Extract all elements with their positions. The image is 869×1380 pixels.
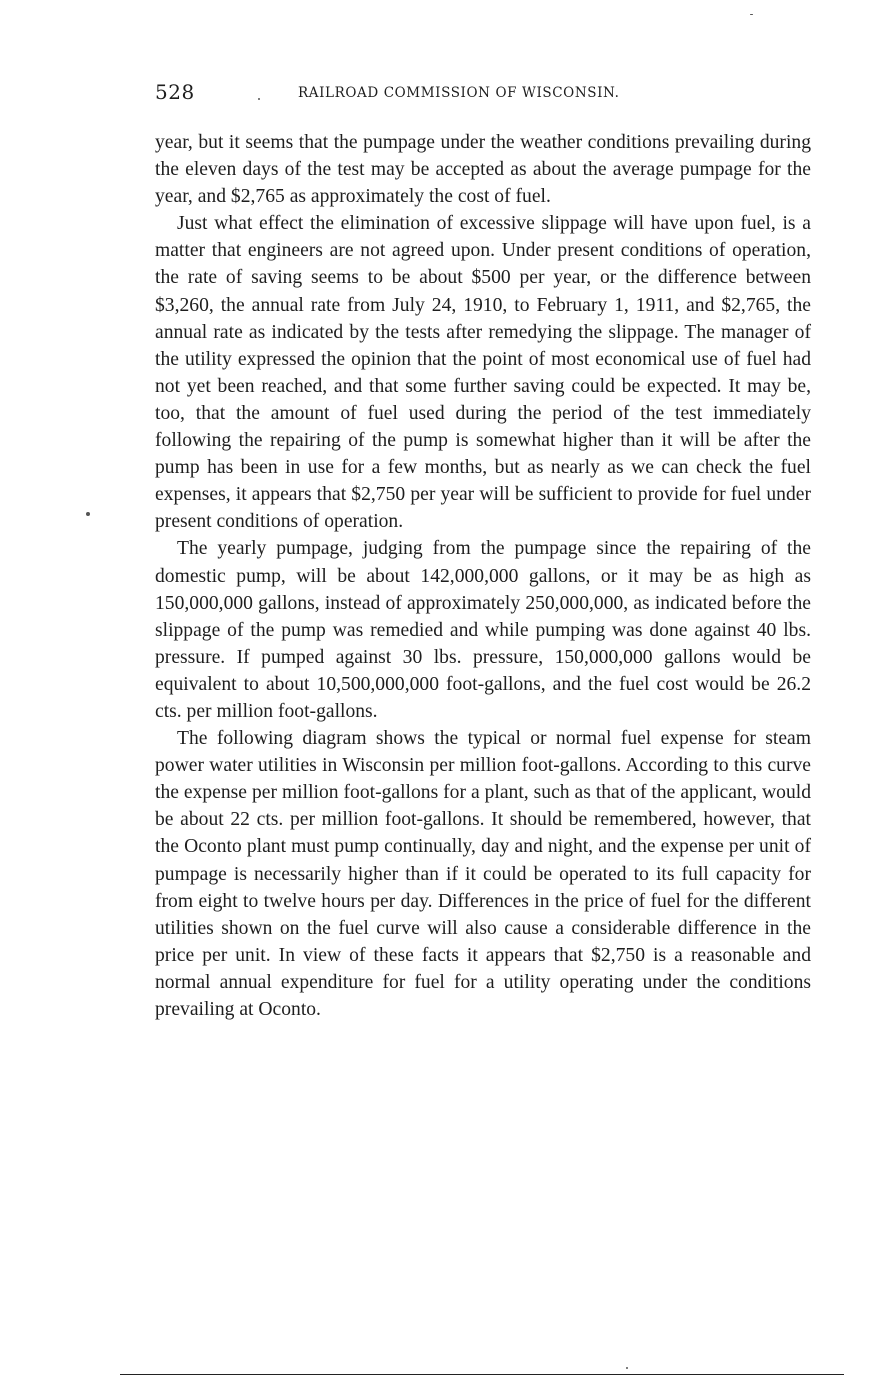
running-head: RAILROAD COMMISSION OF WISCONSIN. — [298, 85, 620, 101]
footer-rule — [120, 1374, 844, 1375]
margin-speck — [86, 512, 90, 516]
page-header — [155, 80, 665, 106]
body-text — [155, 129, 811, 1023]
paragraph-continued: year, but it seems that the pumpage under the weather conditions prevailing during the eleven days of the test may be accepted as about the average pumpage for the year, and $2,765 as approximately the cost of fuel. — [155, 132, 811, 208]
page-number: 528 — [155, 80, 195, 104]
print-speck — [750, 14, 753, 15]
print-speck — [626, 1367, 628, 1369]
paragraph-yearly-pumpage: The yearly pumpage, judging from the pumpage since the repairing of the domestic pump, will be about 142,000,000 gallons, or it may be as high as 150,000,000 gallons, instead of approximately 250,000,000, as indicated before the slippage of the pump was remedied and while pumping was done against 40 lbs. pressure. If pumped against 30 lbs. pressure, 150,000,000 gallons would be equivalent to about 10,500,000,000 foot-gallons, and the fuel cost would be 26.2 cts. per million foot-gallons. — [155, 538, 811, 722]
paragraph-fuel-curve: The following diagram shows the typical or normal fuel expense for steam power water utilities in Wisconsin per million foot-gallons. According to this curve the expense per million foot-gallons for a plant, such as that of the applicant, would be about 22 cts. per million foot-gallons. It should be remembered, however, that the Oconto plant must pump continually, day and night, and the expense per unit of pumpage is necessarily higher than if it could be operated to its full capacity for from eight to twelve hours per day. Differences in the price of fuel for the different utilities shown on the fuel curve will also cause a considerable difference in the price per unit. In view of these facts it appears that $2,750 is a reasonable and normal annual expenditure for fuel for a utility operating under the conditions prevailing at Oconto. — [155, 728, 811, 1020]
print-speck — [258, 98, 260, 100]
paragraph-fuel-savings: Just what effect the elimination of excessive slippage will have upon fuel, is a matter that engineers are not agreed upon. Under present conditions of operation, the rate of saving seems to be about $500 per year, or the difference between $3,260, the annual rate from July 24, 1910, to February 1, 1911, and $2,765, the annual rate as indicated by the tests after remedying the slippage. The manager of the utility expressed the opinion that the point of most economical use of fuel had not yet been reached, and that some further saving could be expected. It may be, too, that the amount of fuel used during the period of the test immediately following the repairing of the pump is somewhat higher than it will be after the pump has been in use for a few months, but as nearly as we can check the fuel expenses, it appears that $2,750 per year will be sufficient to provide for fuel under present conditions of operation. — [155, 213, 811, 533]
